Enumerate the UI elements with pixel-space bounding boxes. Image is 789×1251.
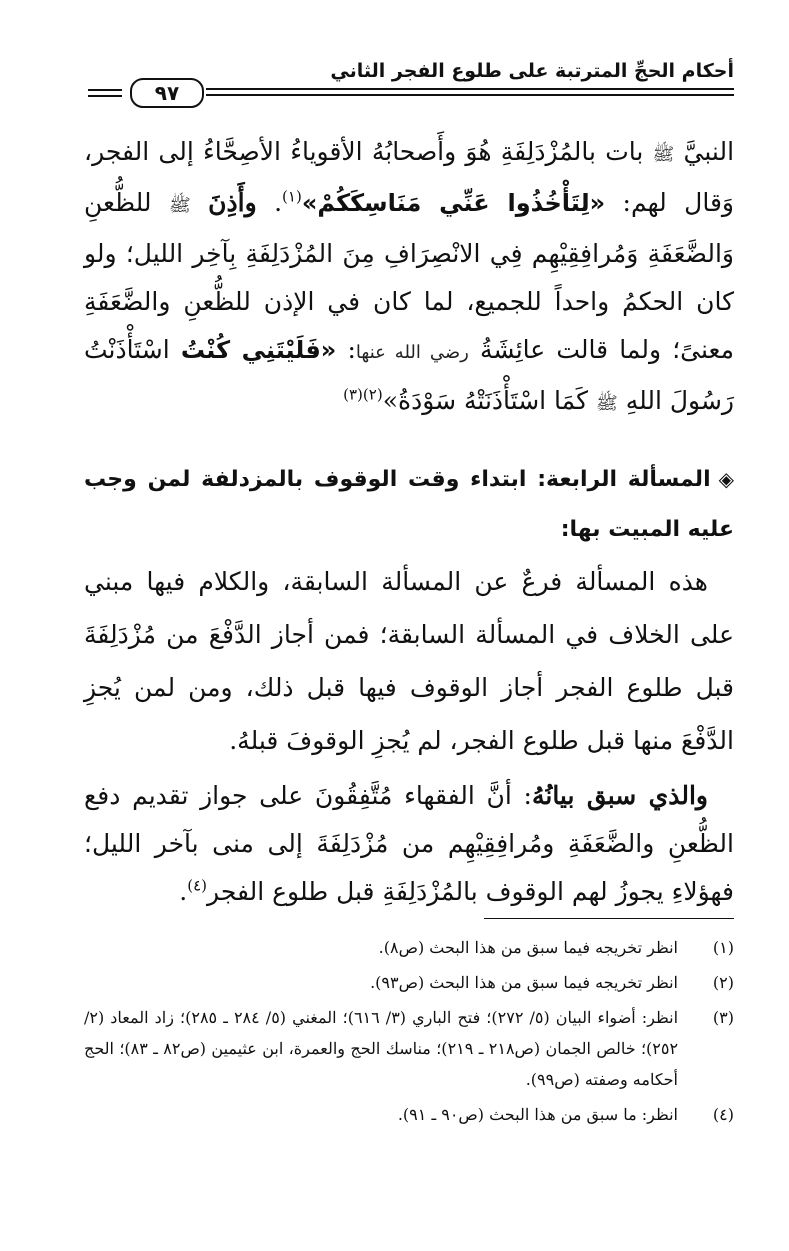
hadith-quote: اسْتَأْذَنْتُ رَسُولَ اللهِ bbox=[84, 335, 734, 415]
footnote bbox=[84, 967, 734, 998]
body-text: . bbox=[256, 188, 283, 217]
footnote-number: (٢) bbox=[712, 973, 734, 992]
footnote-text: انظر: ما سبق من هذا البحث (ص٩٠ ـ ٩١). bbox=[397, 1105, 678, 1124]
header-rule bbox=[206, 94, 734, 96]
emphasis-text: وأَذِنَ bbox=[208, 188, 257, 217]
footnote-ref: (٢)(٣) bbox=[343, 385, 383, 404]
page-header bbox=[88, 58, 734, 124]
emphasis-text: والذي سبق بيانُهُ bbox=[531, 781, 708, 810]
body-text: هذه المسألة فرعٌ عن المسألة السابقة، والكلام فيها مبني على الخلاف في المسألة السابقة؛ فمن أجاز الدَّفْعَ من مُزْدَلِفَةَ قبل طلوع الفجر أجاز الوقوف فيها قبل ذلك، ومن لمن يُجزِ الدَّفْعَ منها قبل طلوع الفجر، لم يُجزِ الوقوفَ قبلهُ. bbox=[84, 567, 734, 755]
honorific-glyph: ﷺ bbox=[596, 393, 618, 414]
footnote bbox=[84, 1002, 734, 1095]
hadith-quote: كَمَا اسْتَأْذَنَتْهُ سَوْدَةُ» bbox=[382, 386, 589, 415]
footnote-text: انظر: أضواء البيان (٥/ ٢٧٢)؛ فتح الباري (٣/ ٦١٦)؛ المغني (٥/ ٢٨٤ ـ ٢٨٥)؛ زاد المعاد (٢/ ٢٥٢)؛ خالص الجمان (ص٢١٨ ـ ٢١٩)؛ مناسك الحج والعمرة، ابن عثيمين (ص٨٢ ـ ٨٣)؛ الحج أحكامه وصفته (ص٩٩). bbox=[84, 1008, 679, 1089]
page-number: ٩٧ bbox=[130, 78, 204, 108]
body-text: : أنَّ الفقهاء مُتَّفِقُونَ على جواز تقديم دفع الظُّعنِ والضَّعَفَةِ ومُرافِقِيْهِم من مُزْدَلِفَةَ إلى منى بآخر الليل؛ فهؤلاءِ يجوزُ لهم الوقوف بالمُزْدَلِفَةِ قبل طلوع الفجر bbox=[84, 781, 734, 906]
body-text: : bbox=[336, 335, 356, 364]
hadith-quote: «لِتَأْخُذُوا عَنِّي مَنَاسِكَكُمْ» bbox=[301, 189, 606, 217]
footnotes bbox=[84, 932, 734, 1134]
footnote-ref: (٤) bbox=[187, 876, 208, 895]
footnote-ref: (١) bbox=[282, 187, 302, 206]
body-text: بات بالمُزْدَلِفَةِ هُوَ وأَصحابُهُ الأقوياءُ الأصِحَّاءُ إلى الفجر، وَقال لهم: bbox=[84, 137, 734, 217]
section-heading-text: المسألة الرابعة: ابتداء وقت الوقوف بالمزدلفة لمن وجب عليه المبيت بها: bbox=[84, 467, 734, 542]
body-text: . bbox=[179, 877, 188, 906]
body-paragraph bbox=[84, 772, 734, 916]
header-rule bbox=[206, 88, 734, 90]
body-text: للظُّعنِ وَالضَّعَفَةِ وَمُرافِقِيْهِم فِي الانْصِرَافِ مِنَ المُزْدَلِفَةِ بِآخِر الليل؛ ولو كان الحكمُ واحداً للجميع، لما كان في الإذن للظُّعنِ والضَّعَفَةِ معنىً؛ ولما قالت عائِشَةُ bbox=[84, 188, 734, 364]
footnote-number: (٣) bbox=[712, 1008, 734, 1027]
body-paragraph bbox=[84, 555, 734, 767]
footnote-text: انظر تخريجه فيما سبق من هذا البحث (ص٨). bbox=[378, 938, 678, 957]
footnote-text: انظر تخريجه فيما سبق من هذا البحث (ص٩٣). bbox=[370, 973, 678, 992]
header-rule bbox=[88, 95, 122, 97]
honorific-glyph: رضي الله عنها bbox=[355, 342, 469, 363]
hadith-quote: «فَلَيْتَنِي كُنْتُ bbox=[180, 336, 337, 364]
body-paragraph bbox=[84, 128, 734, 428]
section-heading bbox=[84, 454, 734, 555]
footnote bbox=[84, 932, 734, 963]
honorific-glyph: ﷺ bbox=[652, 144, 675, 165]
header-rule bbox=[88, 89, 122, 91]
footnote-number: (٤) bbox=[712, 1105, 734, 1124]
diamond-bullet-icon: ◈ bbox=[718, 467, 734, 491]
footnote-separator bbox=[484, 918, 734, 919]
body-text: النبيَّ bbox=[683, 137, 735, 166]
footnote bbox=[84, 1099, 734, 1130]
footnote-number: (١) bbox=[712, 938, 734, 957]
running-title: أحكام الحجِّ المترتبة على طلوع الفجر الثاني bbox=[330, 60, 734, 82]
honorific-glyph: ﷺ bbox=[168, 195, 191, 216]
